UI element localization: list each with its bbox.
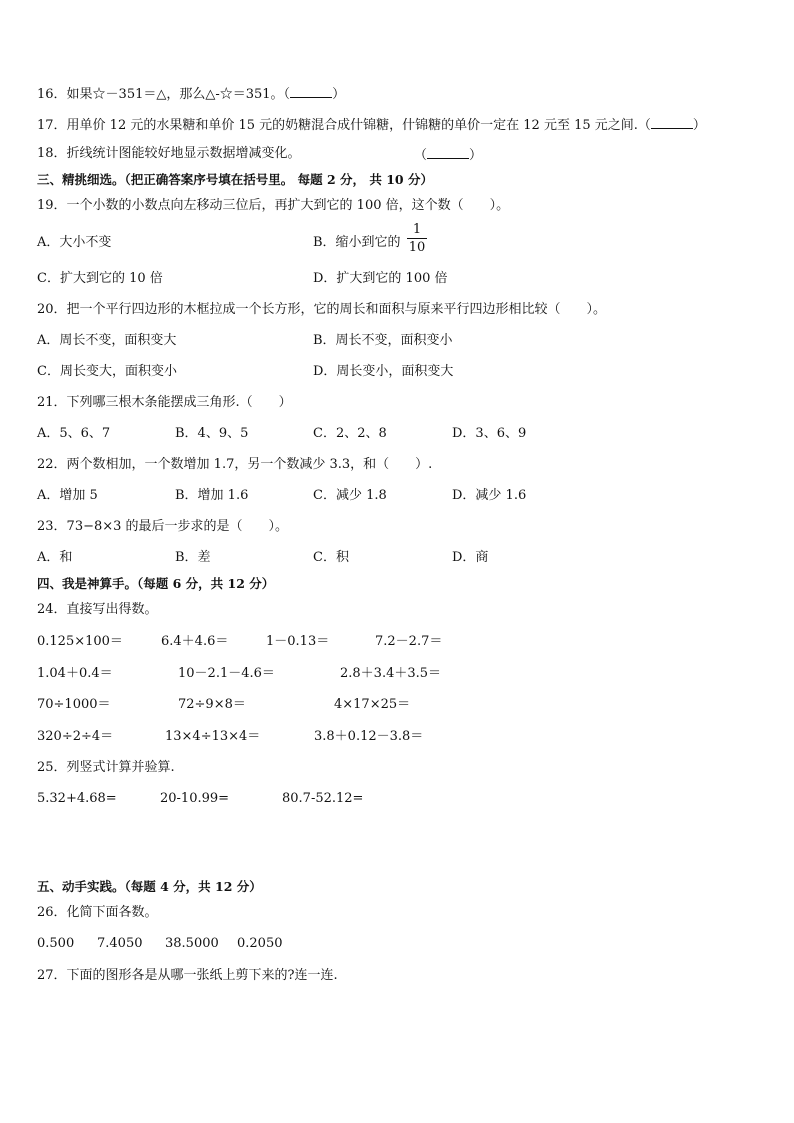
q19-option-b[interactable]: B．缩小到它的 — [313, 235, 401, 250]
question-17-text: 17．用单价 12 元的水果糖和单价 15 元的奶糖混合成什锦糖，什锦糖的单价一定在 12 元至 15 元之间.（ — [37, 118, 651, 133]
calc-item: 10－2.1－4.6＝ — [178, 666, 275, 681]
q22-option-d[interactable]: D．减少 1.6 — [452, 488, 527, 503]
question-20-stem: 20．把一个平行四边形的木框拉成一个长方形，它的周长和面积与原来平行四边形相比较（ ）。 — [37, 302, 607, 317]
calc-item: 6.4＋4.6＝ — [161, 634, 229, 649]
question-16-text: 16．如果☆－351＝△，那么△-☆＝351。（ — [37, 87, 291, 102]
section-4-heading: 四、我是神算手。（每题 6 分，共 12 分） — [37, 576, 275, 591]
section-3-heading: 三、精挑细选。（把正确答案序号填在括号里。 每题 2 分， 共 10 分） — [37, 172, 433, 187]
simplify-item: 38.5000 — [165, 936, 219, 951]
calc-item: 2.8＋3.4＋3.5＝ — [340, 666, 442, 681]
q22-option-a[interactable]: A．增加 5 — [37, 488, 98, 503]
vertical-calc-item: 5.32+4.68= — [37, 791, 117, 806]
question-26-stem: 26．化简下面各数。 — [37, 905, 158, 920]
question-27-stem: 27．下面的图形各是从哪一张纸上剪下来的?连一连. — [37, 968, 338, 983]
q21-option-b[interactable]: B．4、9、5 — [175, 426, 249, 441]
question-23-stem: 23．73−8×3 的最后一步求的是（ ）。 — [37, 519, 289, 534]
question-22-stem: 22．两个数相加，一个数增加 1.7，另一个数减少 3.3，和（ ）. — [37, 457, 433, 472]
calc-item: 1－0.13＝ — [266, 634, 330, 649]
vertical-calc-item: 20-10.99= — [160, 791, 230, 806]
q21-option-c[interactable]: C．2、2、8 — [313, 426, 387, 441]
q20-option-c[interactable]: C．周长变大，面积变小 — [37, 364, 177, 379]
section-5-heading: 五、动手实践。（每题 4 分，共 12 分） — [37, 879, 262, 894]
q22-option-b[interactable]: B．增加 1.6 — [175, 488, 249, 503]
question-18-text: 18．折线统计图能较好地显示数据增减变化。 — [37, 146, 301, 161]
answer-blank-17[interactable] — [651, 116, 693, 129]
q19-option-c[interactable]: C．扩大到它的 10 倍 — [37, 271, 163, 286]
q19-option-a[interactable]: A．大小不变 — [37, 235, 112, 250]
calc-item: 3.8＋0.12－3.8＝ — [314, 729, 424, 744]
calc-item: 320÷2÷4＝ — [37, 729, 114, 744]
q20-option-b[interactable]: B．周长不变，面积变小 — [313, 333, 453, 348]
question-24-stem: 24．直接写出得数。 — [37, 602, 158, 617]
vertical-calc-item: 80.7-52.12= — [282, 791, 364, 806]
question-18 — [37, 146, 301, 162]
q20-option-a[interactable]: A．周长不变，面积变大 — [37, 333, 177, 348]
calc-item: 0.125×100＝ — [37, 634, 123, 649]
calc-item: 13×4÷13×4＝ — [165, 729, 261, 744]
simplify-item: 0.2050 — [237, 936, 283, 951]
q23-option-a[interactable]: A．和 — [37, 550, 73, 565]
calc-item: 7.2－2.7＝ — [375, 634, 443, 649]
question-21-stem: 21．下列哪三根木条能摆成三角形.（ ） — [37, 395, 292, 410]
calc-item: 72÷9×8＝ — [178, 697, 246, 712]
answer-blank-16[interactable] — [290, 85, 332, 98]
answer-blank-18[interactable] — [427, 146, 469, 159]
question-19-stem: 19．一个小数的小数点向左移动三位后，再扩大到它的 100 倍，这个数（ ）。 — [37, 198, 510, 213]
question-25-stem: 25．列竖式计算并验算. — [37, 760, 175, 775]
simplify-item: 7.4050 — [97, 936, 143, 951]
question-18-answer: （ ） — [414, 148, 483, 163]
q23-option-b[interactable]: B．差 — [175, 550, 211, 565]
q23-option-c[interactable]: C．积 — [313, 550, 349, 565]
q20-option-d[interactable]: D．周长变小，面积变大 — [313, 364, 454, 379]
q19-option-d[interactable]: D．扩大到它的 100 倍 — [313, 271, 448, 286]
question-16: 16．如果☆－351＝△，那么△-☆＝351。（ ） — [37, 87, 346, 102]
q21-option-a[interactable]: A．5、6、7 — [37, 426, 111, 441]
q19-option-b-fraction: $\frac{1}{10}$ — [408, 222, 426, 255]
q23-option-d[interactable]: D．商 — [452, 550, 489, 565]
calc-item: 1.04＋0.4＝ — [37, 666, 113, 681]
calc-item: 70÷1000＝ — [37, 697, 111, 712]
question-17: 17．用单价 12 元的水果糖和单价 15 元的奶糖混合成什锦糖，什锦糖的单价一定在 12 元至 15 元之间.（ ） — [37, 118, 706, 133]
simplify-item: 0.500 — [37, 936, 75, 951]
q22-option-c[interactable]: C．减少 1.8 — [313, 488, 387, 503]
calc-item: 4×17×25＝ — [334, 697, 411, 712]
q21-option-d[interactable]: D．3、6、9 — [452, 426, 527, 441]
